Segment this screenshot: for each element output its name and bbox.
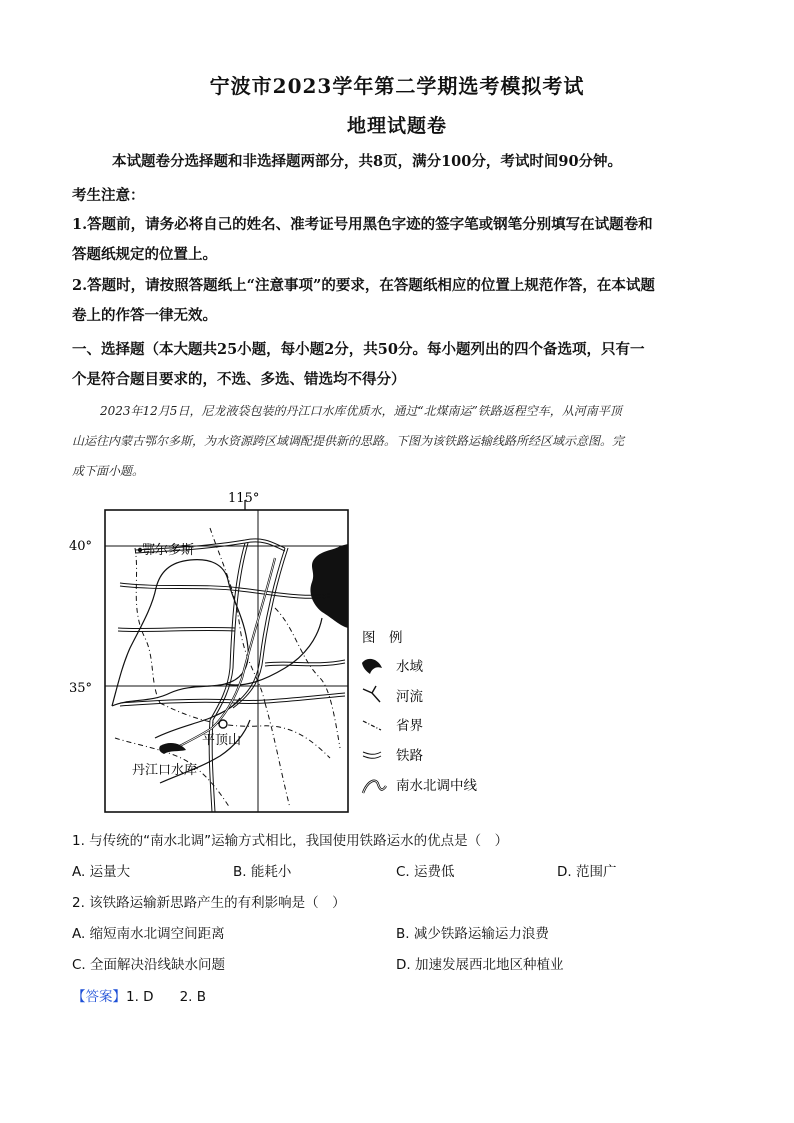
map-lat-35: 35° <box>69 681 93 696</box>
answer-line <box>72 985 206 1005</box>
question-1-stem: 1. 与传统的“南水北调”运输方式相比，我国使用铁路运水的优点是（ ） <box>72 833 509 849</box>
question-1-option-d: D. 范围广 <box>557 864 617 880</box>
question-1-option-c: C. 运费低 <box>396 864 455 880</box>
notice-item-1-cont: 答题纸规定的位置上。 <box>72 246 217 263</box>
map-reservoir-label: 丹江口水库 <box>132 763 198 778</box>
question-2-option-a: A. 缩短南水北调空间距离 <box>72 926 225 942</box>
map-lat-40: 40° <box>69 539 93 554</box>
map-lon-label: 115° <box>228 491 260 506</box>
sea-water-icon <box>310 544 348 628</box>
map-city-pingdingshan: 平顶山 <box>202 733 242 748</box>
legend-river: 河流 <box>396 689 423 705</box>
legend-railway: 铁路 <box>396 748 423 764</box>
passage-line-1: 2023年12月5日，尼龙液袋包装的丹江口水库优质水，通过“北煤南运”铁路返程空车，从河南平顶 <box>100 404 622 418</box>
question-2-option-b: B. 减少铁路运输运力浪费 <box>396 926 549 942</box>
railway-legend-icon <box>363 752 381 758</box>
railway-map <box>60 488 520 820</box>
page-title: 宁波市2023学年第二学期选考模拟考试 <box>209 74 585 98</box>
answer-label: 【答案】 <box>72 989 126 1005</box>
map-city-erdos: 鄂尔多斯 <box>142 543 195 558</box>
notice-heading: 考生注意： <box>72 187 145 204</box>
answer-1: 1. D <box>126 989 154 1005</box>
notice-item-2: 2.答题时，请按照答题纸上“注意事项”的要求，在答题纸相应的位置上规范作答，在本试题 <box>72 277 655 294</box>
answer-2: 2. B <box>179 989 207 1005</box>
border-legend-icon <box>363 721 381 730</box>
legend-canal: 南水北调中线 <box>396 778 477 794</box>
water-legend-icon <box>362 659 382 674</box>
legend-water: 水域 <box>396 659 423 675</box>
notice-item-1: 1.答题前，请务必将自己的姓名、准考证号用黑色字迹的签字笔或钢笔分别填写在试题卷和 <box>72 216 653 233</box>
legend-border: 省界 <box>396 718 423 734</box>
passage-line-3: 成下面小题。 <box>72 464 145 478</box>
question-1-option-a: A. 运量大 <box>72 864 131 880</box>
legend-title: 图 例 <box>362 630 403 646</box>
section-heading: 一、选择题（本大题共25小题，每小题2分，共50分。每小题列出的四个备选项，只有一 <box>72 341 645 358</box>
page-subtitle: 地理试题卷 <box>346 115 447 137</box>
river-legend-icon <box>363 686 380 702</box>
section-heading-cont: 个是符合题目要求的，不选、多选、错选均不得分） <box>72 371 406 388</box>
question-2-stem: 2. 该铁路运输新思路产生的有利影响是（ ） <box>72 895 346 911</box>
intro-text: 本试题卷分选择题和非选择题两部分，共8页，满分100分，考试时间90分钟。 <box>112 153 623 170</box>
question-1-option-b: B. 能耗小 <box>233 864 292 880</box>
question-2-option-d: D. 加速发展西北地区种植业 <box>396 957 564 973</box>
question-2-option-c: C. 全面解决沿线缺水问题 <box>72 957 226 973</box>
passage-line-2: 山运往内蒙古鄂尔多斯，为水资源跨区域调配提供新的思路。下图为该铁路运输线路所经区域示意图。完 <box>72 434 625 448</box>
notice-item-2-cont: 卷上的作答一律无效。 <box>72 307 217 324</box>
